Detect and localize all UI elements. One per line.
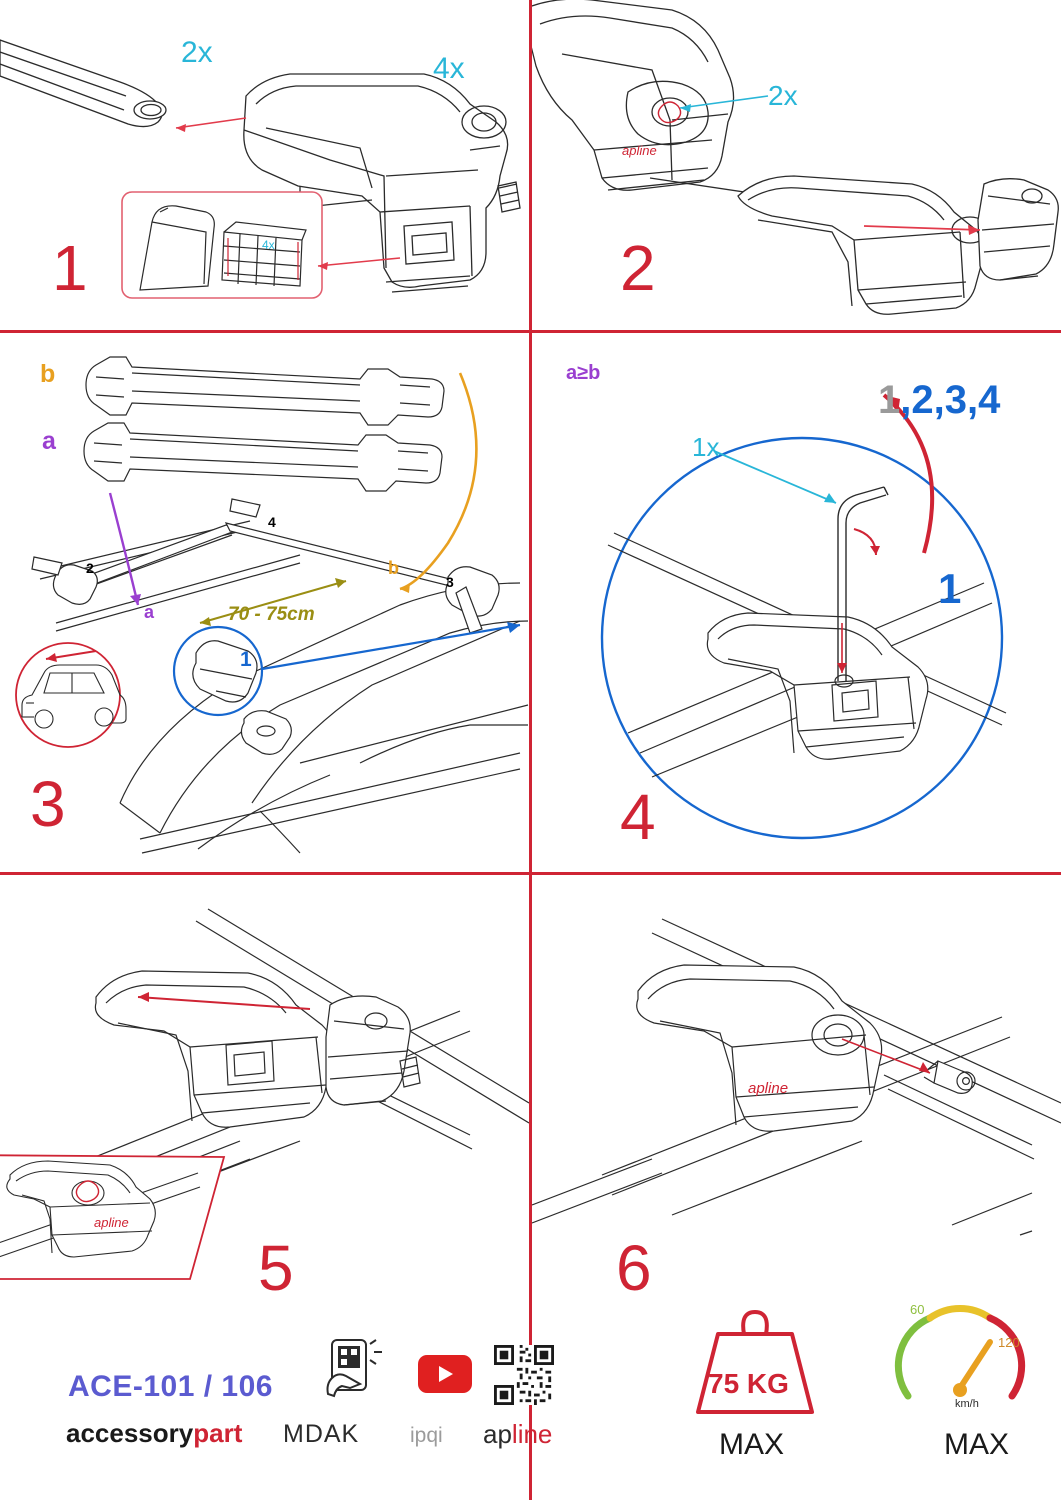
qr-scan-icon: [320, 1338, 392, 1410]
svg-text:apline: apline: [748, 1080, 789, 1097]
weight-limit-max-label: MAX: [719, 1428, 785, 1461]
label-bar-b: b: [40, 360, 56, 388]
label-distance: 70 - 75cm: [228, 604, 315, 625]
qr-code-icon: [494, 1345, 554, 1405]
label-roof-b: b: [388, 558, 399, 578]
label-qty-bar: 2x: [181, 36, 213, 69]
label-position-4: 4: [268, 514, 276, 530]
speed-limit-max-label: MAX: [944, 1428, 1010, 1461]
brand-accessorypart-prefix: accessory: [66, 1418, 194, 1448]
youtube-icon[interactable]: [418, 1355, 472, 1393]
step-number-5: 5: [258, 1232, 295, 1304]
step-number-3: 3: [30, 768, 67, 840]
label-torque-first: 1: [938, 565, 962, 612]
svg-text:apline: apline: [622, 143, 657, 158]
svg-text:apline: apline: [94, 1215, 129, 1230]
weight-limit-value: 75 KG: [708, 1368, 789, 1399]
brand-accessorypart: [66, 1418, 242, 1449]
step-3-illustration: [0, 333, 529, 872]
label-bar-a: a: [42, 427, 56, 455]
brand-apline-prefix: ap: [483, 1419, 512, 1449]
product-code: ACE-101 / 106: [68, 1370, 273, 1403]
label-tighten-sequence: 1,2,3,4: [878, 378, 1001, 422]
brand-apline: [483, 1419, 552, 1450]
speed-unit-label: km/h: [955, 1398, 979, 1410]
label-position-1: 1: [240, 648, 252, 671]
label-condition-a-ge-b: a≥b: [566, 362, 601, 384]
label-qty-foot: 4x: [433, 52, 465, 85]
weight-limit-icon: [680, 1300, 830, 1420]
speed-low-tick: 60: [910, 1302, 925, 1317]
brand-mdak: MDAK: [283, 1420, 360, 1448]
label-qty-pad: 4x: [262, 238, 275, 252]
label-qty-lock: 2x: [768, 80, 798, 111]
label-qty-key: 1x: [692, 432, 720, 462]
label-position-3: 3: [446, 574, 454, 590]
step-2-illustration: [532, 0, 1061, 330]
step-6-illustration: [532, 875, 1061, 1295]
brand-apline-suffix: line: [511, 1419, 553, 1449]
brand-accessorypart-suffix: part: [193, 1418, 243, 1448]
brand-ipqi: ipqi: [410, 1424, 443, 1447]
step-number-2: 2: [620, 232, 657, 304]
step-number-4: 4: [620, 781, 657, 853]
step-number-1: 1: [52, 232, 89, 304]
speed-high-tick: 120: [998, 1335, 1020, 1350]
step-number-6: 6: [616, 1232, 653, 1304]
label-roof-a: a: [144, 602, 155, 622]
label-position-2: 2: [86, 560, 94, 576]
